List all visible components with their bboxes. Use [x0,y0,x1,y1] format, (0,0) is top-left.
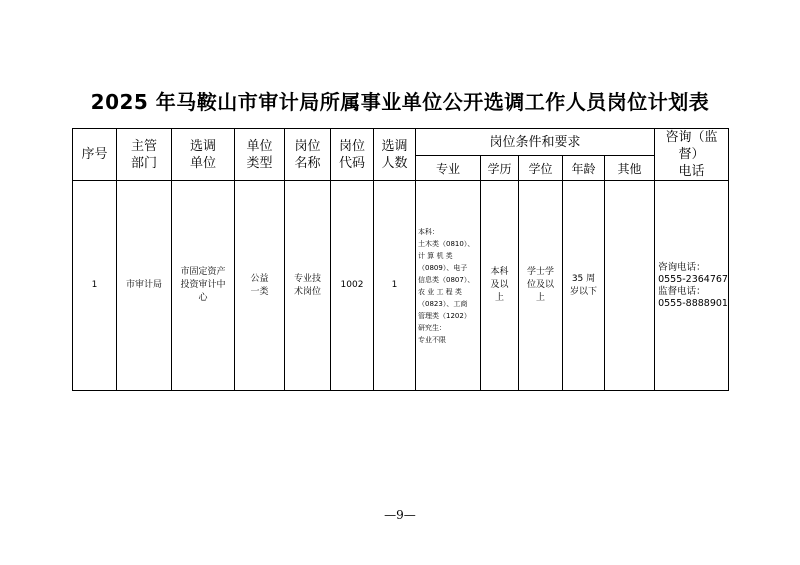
cell-post-code: 1002 [331,181,374,391]
header-education: 学历 [481,156,519,181]
cell-age: 35 周 岁以下 [563,181,605,391]
table-row [73,181,729,391]
cell-education: 本科 及以 上 [481,181,519,391]
header-count: 选调 人数 [374,129,416,181]
cell-other [605,181,655,391]
header-unit-type: 单位 类型 [235,129,285,181]
header-seq: 序号 [73,129,117,181]
cell-count: 1 [374,181,416,391]
header-dept: 主管 部门 [117,129,172,181]
header-conditions: 岗位条件和要求 [416,129,655,156]
header-degree: 学位 [519,156,563,181]
page-title: 2025 年马鞍山市审计局所属事业单位公开选调工作人员岗位计划表 [90,90,710,114]
header-unit: 选调 单位 [172,129,235,181]
cell-seq: 1 [73,181,117,391]
cell-unit-type: 公益 一类 [235,181,285,391]
header-age: 年龄 [563,156,605,181]
cell-contact: 咨询电话： 0555-2364767 监督电话： 0555-8888901 [655,181,729,391]
header-post-code: 岗位 代码 [331,129,374,181]
page-number: —9— [384,508,416,522]
cell-dept: 市审计局 [117,181,172,391]
cell-unit: 市固定资产 投资审计中 心 [172,181,235,391]
header-other: 其他 [605,156,655,181]
header-contact: 咨询（监督） 电话 [655,129,729,181]
cell-degree: 学士学 位及以 上 [519,181,563,391]
cell-post-name: 专业技 术岗位 [285,181,331,391]
header-post-name: 岗位 名称 [285,129,331,181]
header-major: 专业 [416,156,481,181]
cell-major: 本科： 土木类（0810）、 计 算 机 类 （0809）、电子 信息类（0807）、 农 业 工 程 类 （0823）、工商 管理类（1202） 研究生： 专业不限 [416,181,481,391]
position-plan-table [72,128,729,391]
